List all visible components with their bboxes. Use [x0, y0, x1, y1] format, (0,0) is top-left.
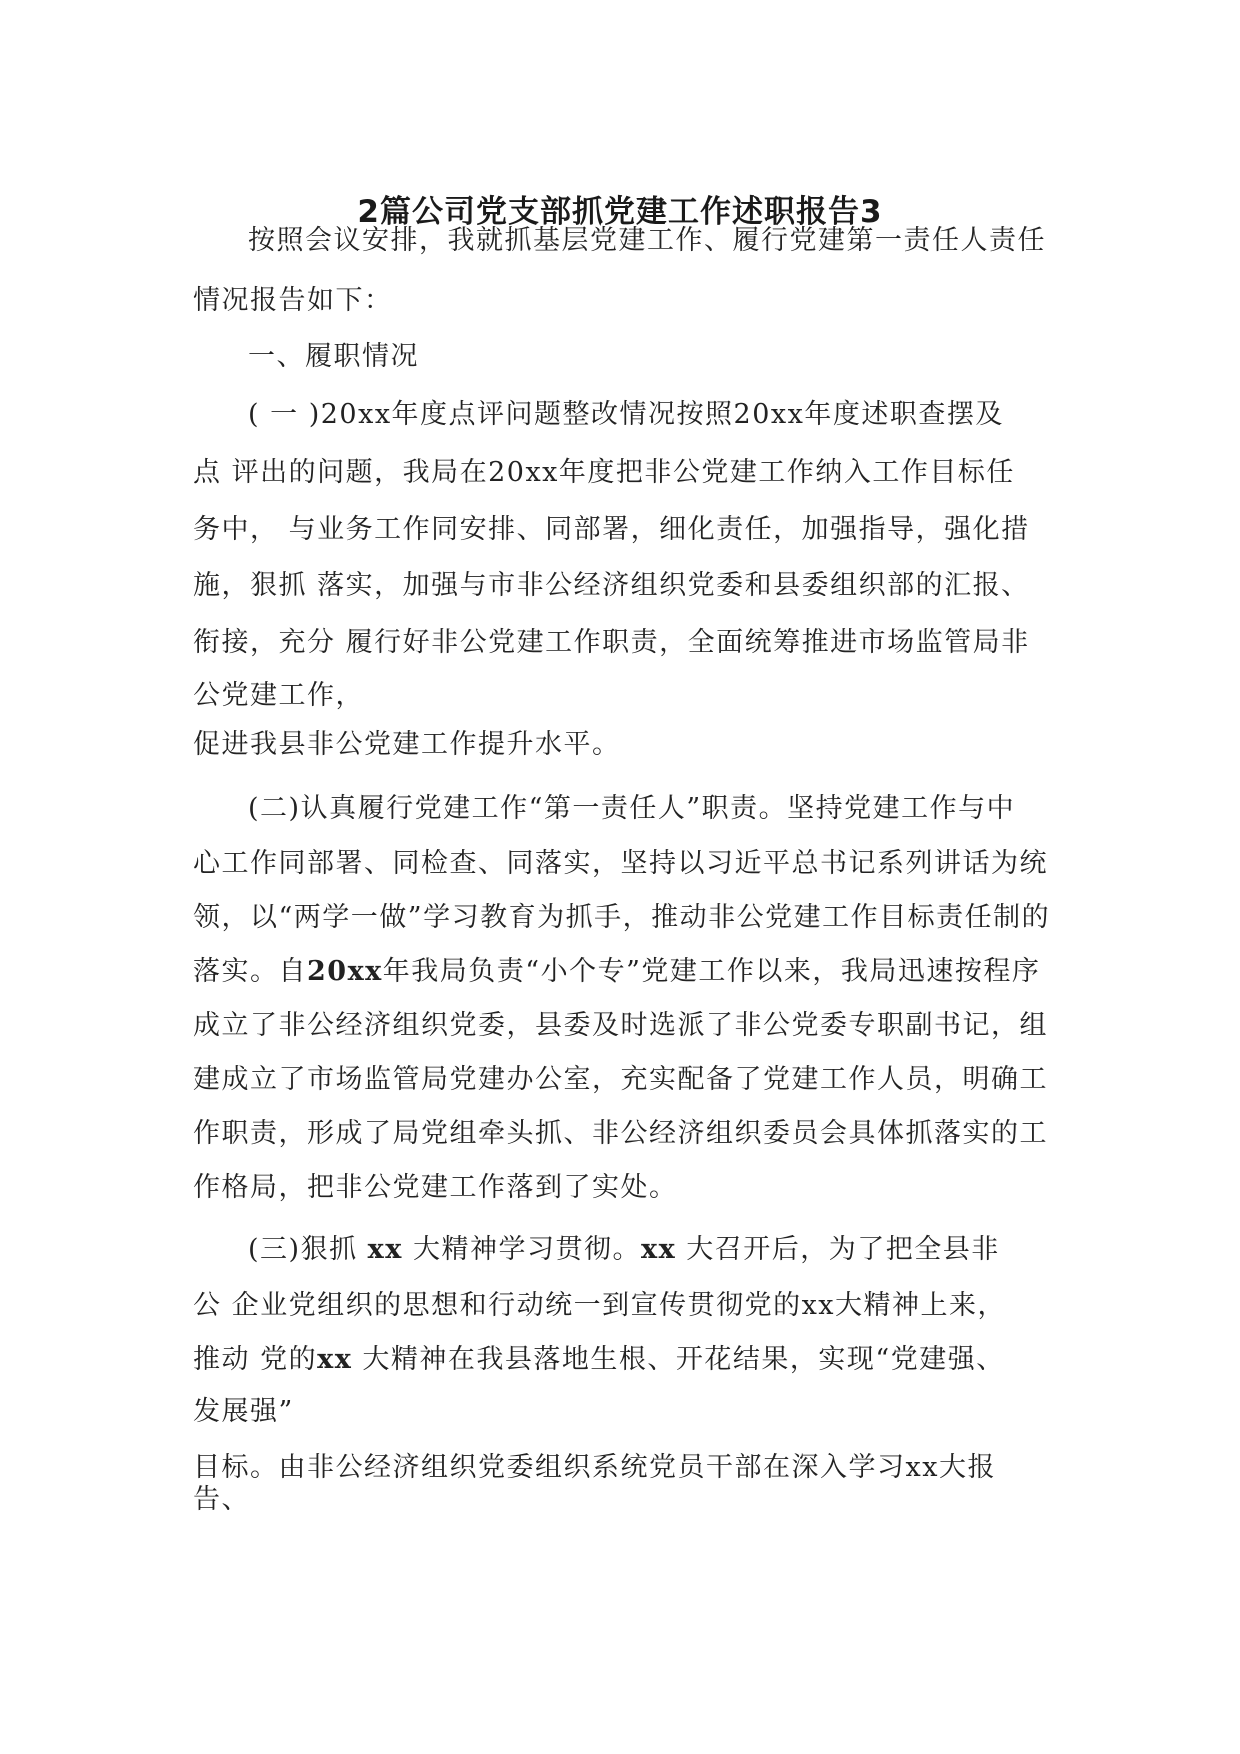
para2-line-2: 心工作同部署、同检查、同落实，坚持以习近平总书记系列讲话为统 [193, 848, 1048, 879]
para1-line-7: 促进我县非公党建工作提升水平。 [193, 729, 621, 760]
para3-line-4: 发展强” [193, 1396, 294, 1427]
section-heading: 一、履职情况 [248, 341, 419, 372]
para2-line-4 [193, 955, 1040, 989]
para2-line-1: (二)认真履行党建工作“第一责任人”职责。坚持党建工作与中 [248, 793, 1016, 824]
para2-text: 落实。自 [193, 956, 307, 987]
intro-line-1: 按照会议安排，我就抓基层党建工作、履行党建第一责任人责任 [248, 225, 1046, 256]
para3-line-6: 告、 [193, 1484, 250, 1515]
para1-line-5: 衔接，充分 履行好非公党建工作职责，全面统筹推进市场监管局非 [193, 627, 1030, 658]
para2-text: 年我局负责“小个专”党建工作以来，我局迅速按程序 [382, 956, 1041, 987]
xx-bold: xx [367, 1234, 403, 1265]
year-bold: 20xx [307, 956, 383, 987]
intro-line-2: 情况报告如下： [193, 285, 393, 316]
para1-line-1: ( 一 )20xx年度点评问题整改情况按照20xx年度述职查摆及 [248, 399, 1004, 430]
para2-line-3: 领，以“两学一做”学习教育为抓手，推动非公党建工作目标责任制的 [193, 902, 1051, 933]
xx-bold: xx [317, 1344, 353, 1375]
para3-text: 大召开后，为了把全县非 [686, 1234, 1000, 1265]
para2-line-5: 成立了非公经济组织党委，县委及时选派了非公党委专职副书记，组 [193, 1010, 1048, 1041]
xx-bold: xx [640, 1234, 677, 1265]
para2-line-8: 作格局，把非公党建工作落到了实处。 [193, 1172, 678, 1203]
para1-line-6: 公党建工作， [193, 680, 364, 711]
para1-line-3: 务中， 与业务工作同安排、同部署，细化责任，加强指导，强化措 [193, 514, 1030, 545]
para3-text: 大精神在我县落地生根、开花结果，实现“党建强、 [362, 1344, 1005, 1375]
para3-line-5: 目标。由非公经济组织党委组织系统党员干部在深入学习xx大报 [193, 1452, 996, 1483]
para1-line-2: 点 评出的问题，我局在20xx年度把非公党建工作纳入工作目标任 [193, 457, 1015, 488]
para3-text: (三)狠抓 [248, 1234, 358, 1265]
document-title: 2篇公司党支部抓党建工作述职报告3 [357, 194, 883, 230]
para3-line-2: 公 企业党组织的思想和行动统一到宣传贯彻党的xx大精神上来， [193, 1290, 1007, 1321]
para3-line-1 [248, 1233, 1000, 1267]
para2-line-6: 建成立了市场监管局党建办公室，充实配备了党建工作人员，明确工 [193, 1064, 1048, 1095]
para1-line-4: 施，狠抓 落实，加强与市非公经济组织党委和县委组织部的汇报、 [193, 570, 1030, 601]
para3-line-3 [193, 1343, 1005, 1377]
para2-line-7: 作职责，形成了局党组牵头抓、非公经济组织委员会具体抓落实的工 [193, 1118, 1048, 1149]
para3-text: 推动 党的 [193, 1344, 318, 1375]
para3-text: 大精神学习贯彻。 [412, 1234, 641, 1265]
